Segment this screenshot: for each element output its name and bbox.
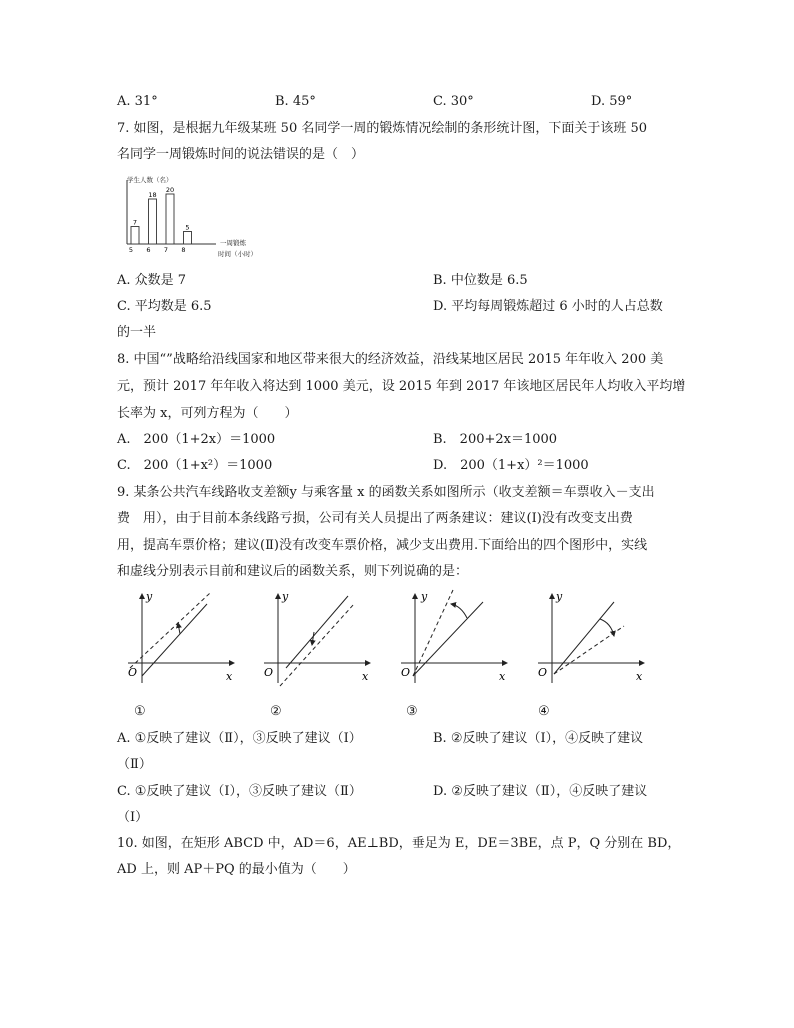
q7-option-d-line1: D. 平均每周锻炼超过 6 小时的人占总数 [433,299,663,314]
q8-stem-line2: 元，预计 2017 年年收入将达到 1000 美元，设 2015 年到 2017 年该地区居民年人均收入平均增 [117,379,686,394]
function-graph-3 [395,588,515,688]
solid-line [142,604,207,676]
rotation-arrow [451,604,467,618]
q9-option-c: C. ①反映了建议（Ⅰ），③反映了建议（Ⅱ） [117,784,362,799]
x-axis-label: x [362,670,369,683]
q10-stem-line1: 10. 如图，在矩形 ABCD 中，AD＝6，AE⊥BD，垂足为 E，DE＝3BE，点 P，Q 分别在 BD， [117,836,681,851]
y-axis-label: y [556,590,563,603]
origin-label: O [538,666,548,679]
x-axis-label: x [636,670,643,683]
q10-stem-line2: AD 上，则 AP＋PQ 的最小值为（ ） [117,862,356,877]
q6-option-c: C. 30° [433,94,474,109]
shift-arrow [178,623,180,634]
q7-option-a: A. 众数是 7 [117,273,187,288]
q8-option-a: A. 200（1+2x）＝1000 [117,432,276,447]
chart-x-label-line2: 时间（小时） [218,250,257,258]
shift-arrow [312,632,314,645]
x-axis-label: x [226,670,233,683]
q7-stem-line2: 名同学一周锻炼时间的说法错误的是（ ） [117,147,365,162]
function-graph-2 [258,588,378,688]
bar-5 [131,227,139,245]
x-tick-label: 7 [163,246,169,254]
q7-option-d-line2: 的一半 [117,325,157,340]
origin-label: O [264,666,274,679]
q9-stem-line4: 和虚线分别表示目前和建议后的函数关系，则下列说确的是： [117,564,469,579]
q8-stem-line1: 8. 中国“”战略给沿线国家和地区带来很大的经济效益，沿线某地区居民 2015 年年收入 200 美 [117,352,664,367]
rotation-arrow [600,619,614,636]
q7-option-b: B. 中位数是 6.5 [433,273,528,288]
q9-option-b-line1: B. ②反映了建议（Ⅰ），④反映了建议 [433,731,644,746]
q6-option-b: B. 45° [275,94,316,109]
q9-option-b-line2: （Ⅱ） [117,757,152,772]
y-axis-label: y [282,590,289,603]
q8-option-d: D. 200（1+x）²＝1000 [433,458,589,473]
bar-7 [166,194,174,244]
q9-option-d-line1: D. ②反映了建议（Ⅱ），④反映了建议 [433,784,648,799]
q8-option-c: C. 200（1+x²）＝1000 [117,458,273,473]
y-axis-label: y [421,590,428,603]
q7-option-c: C. 平均数是 6.5 [117,299,212,314]
x-tick-label: 5 [128,246,134,254]
solid-line [413,602,483,676]
bar-chart [118,170,268,262]
q6-option-a: A. 31° [117,94,158,109]
q6-option-d: D. 59° [591,94,633,109]
q8-option-b: B. 200+2x＝1000 [433,432,558,447]
q9-stem-line3: 用，提高车票价格；建议(Ⅱ)没有改变车票价格，减少支出费用.下面给出的四个图形中，实线 [117,538,648,553]
x-tick-label: 6 [146,246,151,254]
bar-6 [149,199,157,244]
q7-stem-line1: 7. 如图，是根据九年级某班 50 名同学一周的锻炼情况绘制的条形统计图，下面关于该班 50 [117,121,648,136]
bar-value-label: 5 [185,223,190,232]
origin-label: O [128,666,138,679]
y-axis-label: y [146,590,153,603]
bar-value-label: 7 [132,218,138,227]
bar-8 [184,232,192,245]
graph-label-4: ④ [538,704,550,719]
q9-option-a: A. ①反映了建议（Ⅱ），③反映了建议（Ⅰ） [117,731,362,746]
x-axis-label: x [499,670,506,683]
graph-label-3: ③ [406,704,418,719]
q9-option-d-line2: （Ⅰ） [117,810,149,825]
origin-label: O [401,666,411,679]
dashed-line [280,604,354,686]
q9-stem-line2: 费 用），由于目前本条线路亏损，公司有关人员提出了两条建议：建议(Ⅰ)没有改变支出费 [117,511,633,526]
solid-line [286,596,348,668]
function-graph-4 [532,588,652,688]
x-tick-label: 8 [181,246,186,254]
chart-x-label-line1: 一周锻炼 [220,239,246,247]
chart-y-label: 学生人数（名） [127,176,173,184]
graph-label-1: ① [134,704,146,719]
q8-stem-line3: 长率为 x，可列方程为（ ） [117,406,298,421]
bar-value-label: 20 [165,186,175,194]
bar-value-label: 18 [148,191,157,199]
function-graph-1 [122,588,242,688]
q9-stem-line1: 9. 某条公共汽车线路收支差额y 与乘客量 x 的函数关系如图所示（收支差额＝车票收入－支出 [117,485,655,500]
graph-label-2: ② [270,704,282,719]
